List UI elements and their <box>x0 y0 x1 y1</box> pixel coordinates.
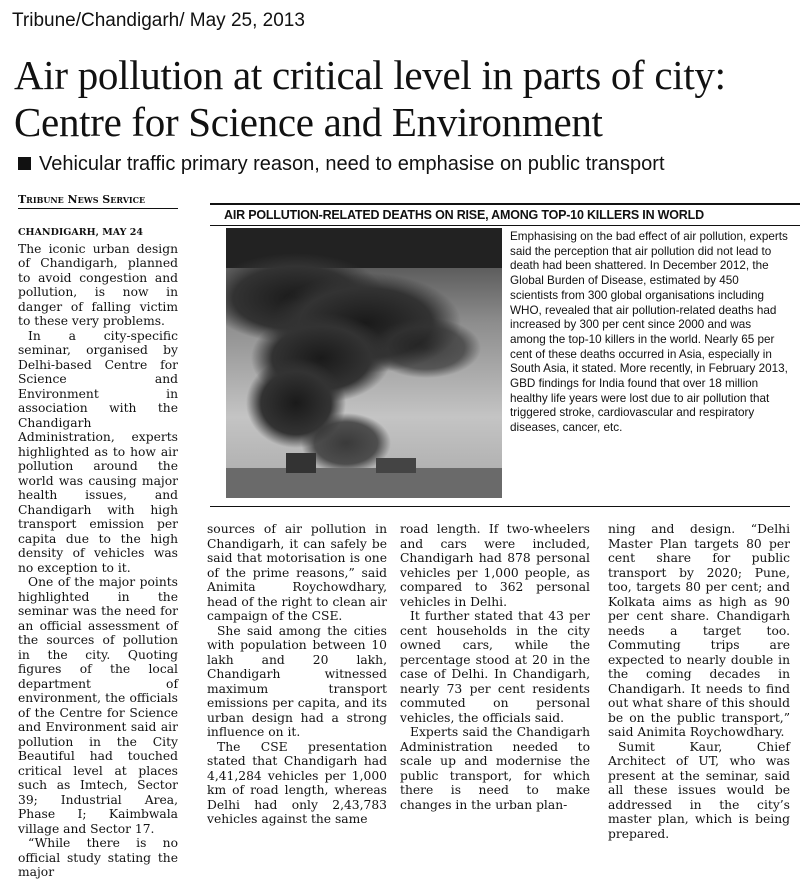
byline: Tribune News Service <box>18 193 178 209</box>
article-paragraph: sources of air pollution in Chandigarh, it can safely be said that motorisation is one of the prime reasons,” said Animita Roychowdhary, head of the right to clean air campaign of the CSE. <box>207 522 387 623</box>
article-column-4 <box>608 522 790 841</box>
article-paragraph: The CSE presentation stated that Chandigarh had 4,41,284 vehicles per 1,000 km of road length, whereas Delhi had only 2,43,783 vehicles against the same <box>207 739 387 826</box>
sidebar-text: Emphasising on the bad effect of air pollution, experts said the perception that air pollution did not lead to death had been shattered. In December 2012, the Global Burden of Disease, estimated by 450 scientists from 300 global organisations including WHO, revealed that air pollution-related deaths had increased by 300 per cent since 2000 and was among the top-10 killers in the world. Nearly 65 per cent of these deaths occurred in Asia, especially in South Asia, it stated. More recently, in February 2013, GBD findings for India found that over 18 million healthy life years were lost due to air pollution that triggered stroke, cardiovascular and respiratory diseases, cancer, etc. <box>510 230 788 435</box>
source-dateline: Tribune/Chandigarh/ May 25, 2013 <box>12 10 305 31</box>
article-paragraph: “While there is no official study stating the major <box>18 836 178 879</box>
article-paragraph: road length. If two-wheelers and cars were included, Chandigarh had 878 personal vehicles per 1,000 people, as compared to 362 personal vehicles in Delhi. <box>400 522 590 609</box>
placeline: CHANDIGARH, MAY 24 <box>18 227 143 238</box>
article-column-3 <box>400 522 590 812</box>
smoke-image-icon <box>226 228 502 498</box>
article-paragraph: Sumit Kaur, Chief Architect of UT, who was present at the seminar, said all these issues would be addressed in the city’s master plan, which is being prepared. <box>608 739 790 841</box>
smoke-photo <box>226 228 502 498</box>
article-paragraph: She said among the cities with population between 10 lakh and 20 lakh, Chandigarh witnessed maximum transport emissions per capita, and its urban design had a strong influence on it. <box>207 623 387 739</box>
sidebar-box-title: AIR POLLUTION-RELATED DEATHS ON RISE, AMONG TOP-10 KILLERS IN WORLD <box>210 203 800 226</box>
square-bullet-icon <box>18 157 31 170</box>
article-column-2 <box>207 522 387 827</box>
subheadline-text: Vehicular traffic primary reason, need to emphasise on public transport <box>39 153 665 175</box>
headline: Air pollution at critical level in parts of city: Centre for Science and Environment <box>14 52 726 145</box>
article-column-1 <box>18 226 178 880</box>
article-paragraph: In a city-specific seminar, organised by Delhi-based Centre for Science and Environment in association with the Chandigarh Administration, experts highlighted as to how air pollution around the world was causing major health issues, and Chandigarh with high transport emission per capita due to the high density of vehicles was no exception to it. <box>18 328 178 575</box>
article-paragraph: The iconic urban design of Chandigarh, planned to avoid congestion and pollution, is now in danger of falling victim to these very problems. <box>18 241 178 328</box>
article-paragraph: One of the major points highlighted in the seminar was the need for an official assessment of the sources of pollution in the city. Quoting figures of the local department of environment, the officials of the Centre for Science and Environment said air pollution in the City Beautiful had touched critical level at places such as Imtech, Sector 39; Industrial Area, Phase I; Kaimbwala village and Sector 17. <box>18 575 178 836</box>
article-paragraph: Experts said the Chandigarh Administration needed to scale up and modernise the public transport, for which there is need to make changes in the urban plan- <box>400 725 590 812</box>
article-paragraph: It further stated that 43 per cent households in the city owned cars, while the percentage stood at 20 in the case of Delhi. In Chandigarh, nearly 73 per cent residents commuted on personal vehicles, the officials said. <box>400 609 590 725</box>
sidebar-box-divider <box>210 506 790 507</box>
subheadline <box>18 153 788 176</box>
article-paragraph: ning and design. “Delhi Master Plan targets 80 per cent share for public transport by 2020; Pune, too, targets 80 per cent; and Kolkata aims as high as 90 per cent share. Chandigarh needs a target too. Commuting trips are expected to nearly double in the coming decades in Chandigarh. It needs to find out what share of this should be on the public transport,” said Animita Roychowdhary. <box>608 522 790 739</box>
